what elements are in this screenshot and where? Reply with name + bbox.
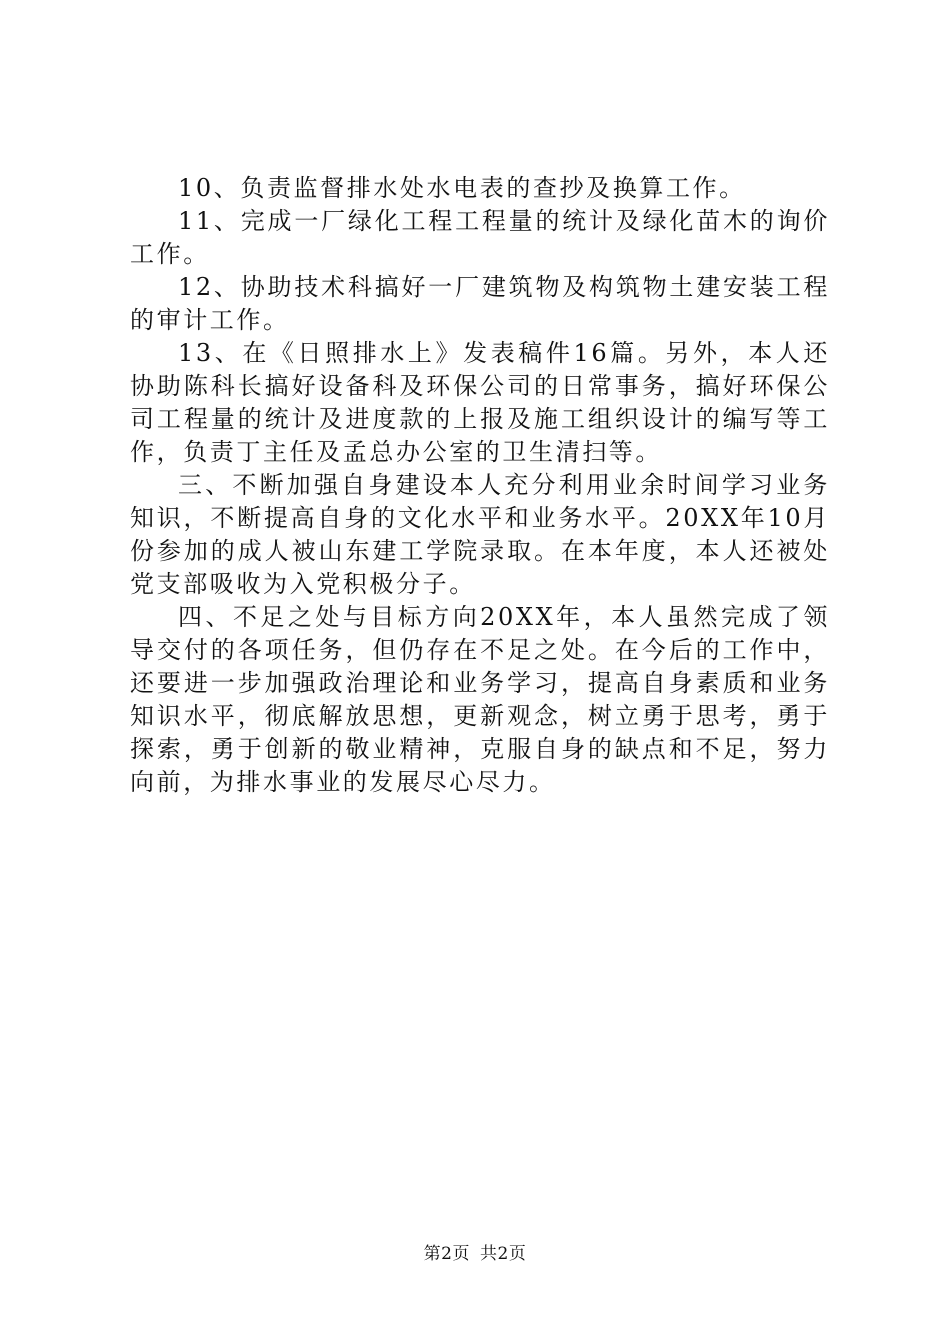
document-body bbox=[130, 172, 830, 799]
paragraph-section-three: 三、不断加强自身建设本人充分利用业余时间学习业务知识，不断提高自身的文化水平和业务水平。20XX年10月份参加的成人被山东建工学院录取。在本年度，本人还被处党支部吸收为入党积极分子。 bbox=[130, 471, 830, 598]
paragraph-item-12: 12、协助技术科搞好一厂建筑物及构筑物土建安装工程的审计工作。 bbox=[130, 273, 830, 334]
paragraph-item-11: 11、完成一厂绿化工程工程量的统计及绿化苗木的询价工作。 bbox=[130, 207, 830, 268]
paragraph-item-10: 10、负责监督排水处水电表的查抄及换算工作。 bbox=[178, 174, 746, 202]
page-total: 共2页 bbox=[480, 1244, 527, 1264]
page-footer bbox=[0, 1244, 950, 1264]
page-number: 第2页 bbox=[423, 1244, 470, 1264]
paragraph-item-13: 13、在《日照排水上》发表稿件16篇。另外，本人还协助陈科长搞好设备科及环保公司的日常事务，搞好环保公司工程量的统计及进度款的上报及施工组织设计的编写等工作，负责丁主任及孟总办公室的卫生清扫等。 bbox=[130, 339, 830, 466]
paragraph-section-four: 四、不足之处与目标方向20XX年，本人虽然完成了领导交付的各项任务，但仍存在不足之处。在今后的工作中，还要进一步加强政治理论和业务学习，提高自身素质和业务知识水平，彻底解放思想，更新观念，树立勇于思考，勇于探索，勇于创新的敬业精神，克服自身的缺点和不足，努力向前，为排水事业的发展尽心尽力。 bbox=[130, 603, 830, 796]
